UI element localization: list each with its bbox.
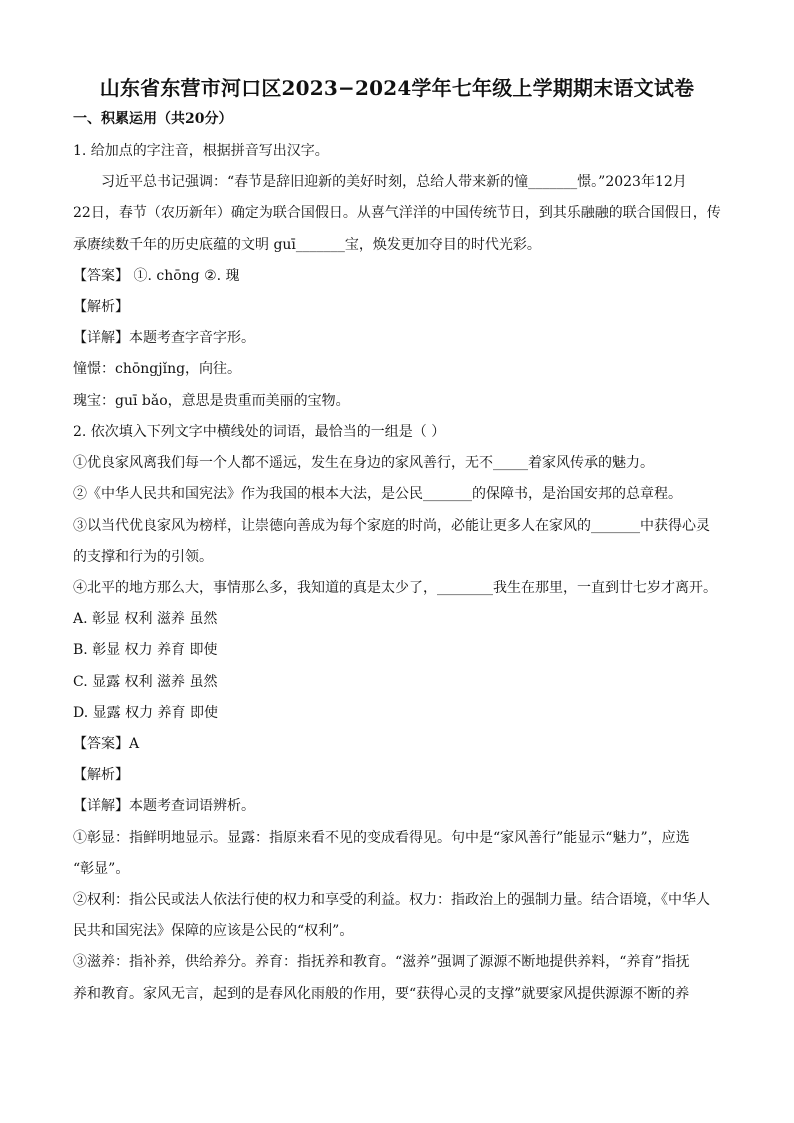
detail-text: 养和教育。家风无言，起到的是春风化雨般的作用，要“获得心灵的支撑”就要家风提供源源不断的养	[73, 986, 690, 1002]
question-2-stem: 2. 依次填入下列文字中横线处的词语，最恰当的一组是（ ）	[73, 424, 446, 440]
question-1-passage: 22日，春节（农历新年）确定为联合国假日。从喜气洋洋的中国传统节日，到其乐融融的联合国假日，传	[73, 205, 721, 221]
detail-text: ③滋养：指补养，供给养分。养育：指抚养和教育。“滋养”强调了源源不断地提供养料，“养育”指抚	[73, 954, 690, 970]
detail-text: 【详解】本题考查字音字形。	[73, 330, 255, 346]
page-title: 山东省东营市河口区2023−2024学年七年级上学期期末语文试卷	[99, 76, 695, 100]
question-1-stem: 1. 给加点的字注音，根据拼音写出汉字。	[73, 143, 329, 159]
option-b: B. 彰显 权力 养育 即使	[73, 642, 218, 658]
option-d: D. 显露 权力 养育 即使	[73, 705, 218, 721]
question-2-sentence: ②《中华人民共和国宪法》作为我国的根本大法，是公民_______的保障书，是治国安邦的总章程。	[73, 486, 682, 502]
option-c: C. 显露 权利 滋养 虽然	[73, 674, 218, 690]
analysis-label: 【解析】	[73, 767, 129, 783]
detail-text: ②权利：指公民或法人依法行使的权力和享受的利益。权力：指政治上的强制力量。结合语境，《中华人	[73, 892, 710, 908]
question-1-passage: 习近平总书记强调：“春节是辞旧迎新的美好时刻，总给人带来新的憧_______憬。”2023年12月	[101, 174, 687, 190]
detail-text: ①彰显：指鲜明地显示。显露：指原来看不见的变成看得见。句中是“家风善行”能显示“魅力”，应选	[73, 830, 690, 846]
question-1-passage: 承赓续数千年的历史底蕴的文明 guī_______宝，焕发更加夺目的时代光彩。	[73, 237, 541, 253]
option-a: A. 彰显 权利 滋养 虽然	[73, 611, 218, 627]
detail-text: “彰显”。	[73, 861, 130, 877]
detail-text: 憧憬：chōngjǐng，向往。	[73, 361, 242, 377]
section-heading: 一、积累运用（共20分）	[73, 111, 233, 127]
question-2-sentence: ④北平的地方那么大，事情那么多，我知道的真是太少了，________我生在那里，一直到廿七岁才离开。	[73, 580, 717, 596]
detail-text: 民共和国宪法》保障的应该是公民的“权利”。	[73, 923, 354, 939]
answer-label: 【答案】A	[73, 736, 140, 752]
question-2-sentence: ③以当代优良家风为榜样，让崇德向善成为每个家庭的时尚，必能让更多人在家风的_______中获得心灵	[73, 518, 710, 534]
answer-label: 【答案】 ①. chōng ②. 瑰	[73, 268, 240, 284]
detail-text: 【详解】本题考查词语辨析。	[73, 798, 255, 814]
detail-text: 瑰宝：guī bǎo，意思是贵重而美丽的宝物。	[73, 393, 350, 409]
question-2-sentence: ①优良家风离我们每一个人都不遥远，发生在身边的家风善行，无不_____着家风传承的魅力。	[73, 455, 654, 471]
analysis-label: 【解析】	[73, 299, 129, 315]
question-2-sentence: 的支撑和行为的引领。	[73, 549, 213, 565]
